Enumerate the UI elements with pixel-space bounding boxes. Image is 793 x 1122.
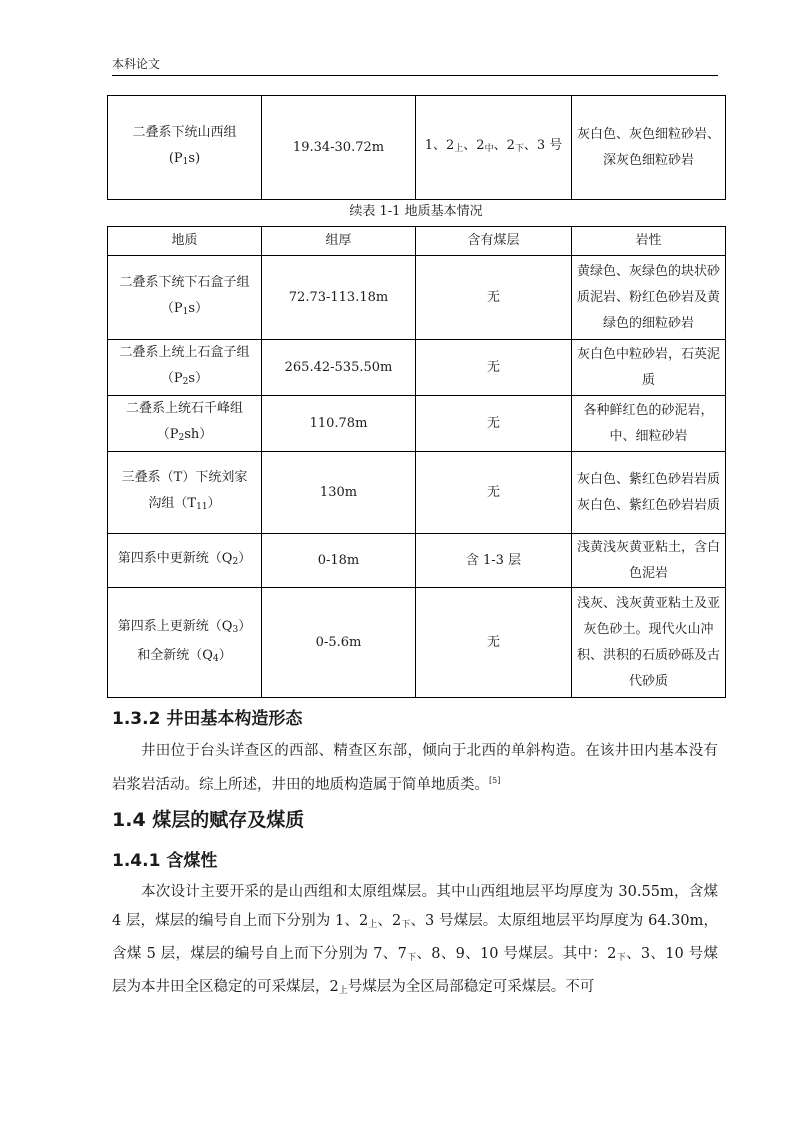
col-header: 含有煤层 [416,227,572,256]
coal-cell: 含 1-3 层 [416,534,572,588]
thickness-cell: 130m [262,452,416,534]
section-heading-1-4: 1.4 煤层的赋存及煤质 [112,809,305,831]
table-row [108,96,726,200]
coal-cell: 无 [416,588,572,698]
lithology-cell: 灰白色、灰色细粒砂岩、深灰色细粒砂岩 [572,96,726,200]
col-header: 岩性 [572,227,726,256]
header-title: 本科论文 [112,57,161,71]
table-caption: 续表 1-1 地质基本情况 [349,204,483,219]
stratum-cell: 三叠系（T）下统刘家 沟组$(T_{11})$ [108,452,262,534]
stratum-cell: 第四系中更新统$(Q_2)$ [108,534,262,588]
lithology-cell: 各种鲜红色的砂泥岩，中、细粒砂岩 [572,396,726,452]
lithology-cell: 黄绿色、灰绿色的块状砂质泥岩、粉红色砂岩及黄绿色的细粒砂岩 [572,256,726,340]
stratum-cell: 二叠系下统下石盒子组 $(P_1s)$ [108,256,262,340]
lithology-cell: 浅黄浅灰黄亚粘土，含白色泥岩 [572,534,726,588]
stratum-cell: 二叠系上统石千峰组 $(P_2sh)$ [108,396,262,452]
lithology-cell: 浅灰、浅灰黄亚粘土及亚灰色砂土。现代火山冲积、洪积的石质砂砾及古代砂质 [572,588,726,698]
col-header: 地质 [108,227,262,256]
coal-cell: 无 [416,396,572,452]
section-heading-1-3-2: 1.3.2 井田基本构造形态 [112,709,303,729]
thickness-cell: 265.42-535.50m [262,340,416,396]
stratum-cell: 二叠系上统上石盒子组 $(P_2s)$ [108,340,262,396]
table-row [108,452,726,534]
thickness-cell: 0-5.6m [262,588,416,698]
stratum-code: $(P_1s)$ [168,151,201,167]
geology-table [107,226,726,698]
lithology-cell: 灰白色中粒砂岩，石英泥质 [572,340,726,396]
page-header [112,55,718,76]
table-header-row [108,227,726,256]
coal-cell: 无 [416,340,572,396]
coal-cell: 无 [416,256,572,340]
table-row [108,396,726,452]
lithology-cell: 灰白色、紫红色砂岩岩质灰白色、紫红色砂岩岩质 [572,452,726,534]
thickness-cell: 0-18m [262,534,416,588]
table-row [108,340,726,396]
stratum-cell [108,96,262,200]
paragraph-structure: 井田位于台头详查区的西部、精查区东部，倾向于北西的单斜构造。在该井田内基本没有岩浆岩活动。综上所述，井田的地质构造属于简单地质类。[5] [112,743,718,793]
thickness-cell: 19.34-30.72m [262,96,416,200]
table-row [108,256,726,340]
thickness-cell: 72.73-113.18m [262,256,416,340]
table-row [108,534,726,588]
coal-cell: 无 [416,452,572,534]
table-continued-top [107,95,726,200]
coal-seams-cell: 1、$2_上$、$2_中$、$2_下$、3 号 [416,96,572,200]
stratum-cell: 第四系上更新统$(Q_3)$ 和全新统$(Q_4)$ [108,588,262,698]
table-row [108,588,726,698]
stratum-name: 二叠系下统山西组 [132,125,237,140]
thickness-cell: 110.78m [262,396,416,452]
col-header: 组厚 [262,227,416,256]
citation-ref: [5] [489,776,501,785]
section-heading-1-4-1: 1.4.1 含煤性 [112,851,218,871]
paragraph-coal-bearing: 本次设计主要开采的是山西组和太原组煤层。其中山西组地层平均厚度为 30.55m，含煤 4 层，煤层的编号自上而下分别为 1、$2_上$、$2_下$、3 号煤层。太原组地层平均厚度为 64.30m，含煤 5 层，煤层的编号自上而下分别为 7、$7_下$、8、9、10 号煤层。其中：$2_下$、3、10 号煤层为本井田全区稳定的可采煤层，$2_上$号煤层为全区局部稳定可采煤层。不可 [112,884,718,996]
